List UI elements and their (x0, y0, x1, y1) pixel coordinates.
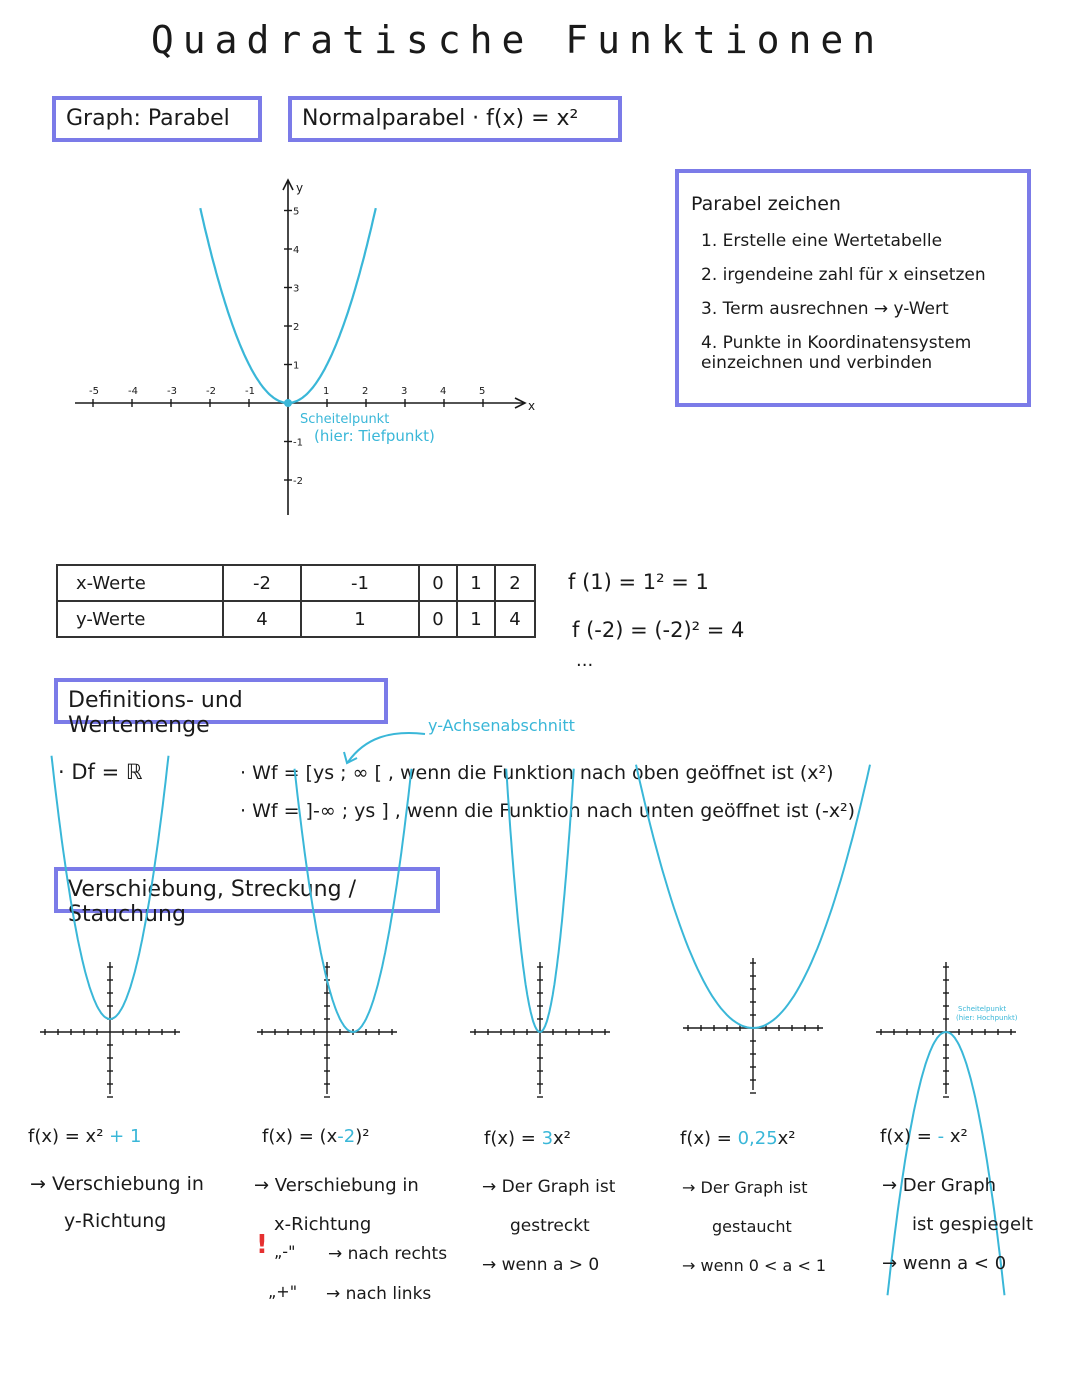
vertex-note: (hier: Tiefpunkt) (314, 427, 435, 445)
formula-base: f(x) = (680, 1128, 732, 1149)
definitionsmenge: · Df = ℝ (58, 760, 143, 784)
card-line: → wenn 0 < a < 1 (682, 1256, 827, 1275)
x-tick-label: 1 (323, 386, 330, 397)
x-tick-label: -5 (89, 386, 99, 397)
mini-vertex-note: (hier: Hochpunkt) (956, 1014, 1018, 1022)
formula-accent: + 1 (109, 1126, 142, 1147)
table-cell: 4 (495, 601, 535, 637)
formula-shift-y (28, 1126, 141, 1147)
minus-rule: → nach rechts (328, 1244, 448, 1264)
row-label: y-Werte (57, 601, 223, 637)
card-line: gestaucht (712, 1217, 792, 1236)
row-label: x-Werte (57, 565, 223, 601)
table-cell: 4 (223, 601, 301, 637)
x-tick-label: 5 (479, 386, 486, 397)
card-text-shift-y (30, 1166, 204, 1240)
step-item: 3. Term ausrechnen → y-Wert (701, 299, 949, 319)
y-axis-label: y (296, 181, 304, 195)
table-cell: 1 (457, 601, 495, 637)
normalparabel-label: Normalparabel · f(x) = x² (302, 106, 579, 131)
page-title: Quadratische Funktionen (150, 18, 885, 62)
x-tick-label: -2 (206, 386, 216, 397)
step-item: 1. Erstelle eine Wertetabelle (701, 231, 943, 251)
y-tick-label: -1 (293, 437, 303, 449)
plus-rule: → nach links (326, 1284, 432, 1304)
x-axis-label: x (528, 399, 536, 413)
steps-title: Parabel zeichen (691, 193, 841, 215)
card-line: y-Richtung (64, 1210, 167, 1232)
card-line: → Der Graph ist (682, 1178, 808, 1197)
card-line: → Der Graph (882, 1175, 997, 1196)
calc-line-2: f (-2) = (-2)² = 4 (572, 618, 745, 642)
normalparabel-box (288, 96, 622, 142)
mini-vertex-label: Scheitelpunkt (958, 1005, 1007, 1013)
x-tick-label: 4 (440, 386, 447, 397)
domain-heading: Definitions- und Wertemenge (68, 688, 243, 738)
y-intercept-label: y-Achsenabschnitt (428, 716, 575, 735)
card-line: → Der Graph ist (482, 1177, 616, 1197)
formula-accent: - (937, 1126, 945, 1147)
y-tick-label: -2 (293, 476, 303, 487)
graph-label-box (52, 96, 262, 142)
y-tick-label: 1 (293, 360, 300, 372)
steps-box (675, 169, 1031, 407)
table-cell: 1 (457, 565, 495, 601)
transform-heading: Verschiebung, Streckung / Stauchung (68, 877, 356, 927)
formula-tail: x² (553, 1128, 571, 1149)
wertemenge-down: · Wf = ]-∞ ; ys ] , wenn die Funktion nach unten geöffnet ist (-x²) (240, 800, 856, 822)
card-text-compress (682, 1168, 826, 1285)
main-graph (60, 170, 560, 530)
graph-label: Graph: Parabel (66, 106, 230, 131)
formula-base: f(x) = x² (28, 1126, 104, 1147)
y-tick-label: 5 (293, 206, 300, 218)
card-text-mirror (882, 1166, 1033, 1283)
card-line: → wenn a < 0 (882, 1253, 1007, 1274)
card-text-stretch (482, 1168, 615, 1285)
formula-tail: x² (777, 1128, 796, 1149)
table-cell: 2 (495, 565, 535, 601)
table-cell: -2 (223, 565, 301, 601)
plus-rule-sign: „+" (268, 1282, 298, 1301)
formula-base: f(x) = (484, 1128, 536, 1149)
card-line: x-Richtung (274, 1214, 372, 1235)
domain-heading-box (54, 678, 388, 738)
formula-mirror (880, 1126, 968, 1147)
minus-rule-sign: „-" (274, 1242, 296, 1261)
warning-mark: ! (256, 1230, 268, 1260)
card-line: → Verschiebung in (30, 1173, 204, 1195)
wertemenge-up: · Wf = [ys ; ∞ [ , wenn die Funktion nach oben geöffnet ist (x²) (240, 762, 834, 784)
table-cell: 1 (301, 601, 419, 637)
vertex-point (284, 399, 292, 407)
formula-accent: -2 (337, 1126, 356, 1147)
x-tick-label: -1 (245, 386, 255, 397)
step-item: 2. irgendeine zahl für x einsetzen (701, 265, 986, 285)
table-cell: -1 (301, 565, 419, 601)
card-line: → wenn a > 0 (482, 1255, 600, 1275)
formula-shift-x (262, 1126, 369, 1147)
transform-heading-box (54, 867, 440, 927)
card-line: → Verschiebung in (254, 1175, 419, 1196)
table-cell: 0 (419, 565, 457, 601)
mini-graphs (0, 940, 1080, 1110)
x-tick-label: 3 (401, 386, 408, 397)
card-text-shift-x (254, 1166, 419, 1244)
y-tick-label: 4 (293, 245, 300, 256)
card-line: gestreckt (510, 1216, 590, 1236)
table-row (57, 601, 535, 637)
step-item: 4. Punkte in Koordinatensystem einzeichnen und verbinden (701, 333, 972, 373)
y-tick-label: 2 (293, 322, 300, 333)
formula-stretch (484, 1128, 571, 1149)
vertex-label: Scheitelpunkt (300, 412, 390, 427)
table-cell: 0 (419, 601, 457, 637)
formula-tail: )² (355, 1126, 370, 1147)
y-tick-label: 3 (293, 283, 300, 295)
x-tick-label: -3 (167, 386, 177, 397)
formula-accent: 0,25 (737, 1128, 778, 1149)
x-tick-label: 2 (362, 386, 369, 397)
value-table (56, 564, 536, 638)
formula-tail: x² (949, 1126, 968, 1147)
formula-accent: 3 (541, 1128, 554, 1149)
formula-base: f(x) = (880, 1126, 932, 1147)
calc-ellipsis: ... (576, 650, 594, 671)
calc-line-1: f (1) = 1² = 1 (568, 570, 709, 594)
formula-base: f(x) = (x (262, 1126, 338, 1147)
table-row (57, 565, 535, 601)
formula-compress (680, 1128, 796, 1149)
card-line: ist gespiegelt (912, 1214, 1034, 1235)
x-tick-label: -4 (128, 386, 138, 397)
